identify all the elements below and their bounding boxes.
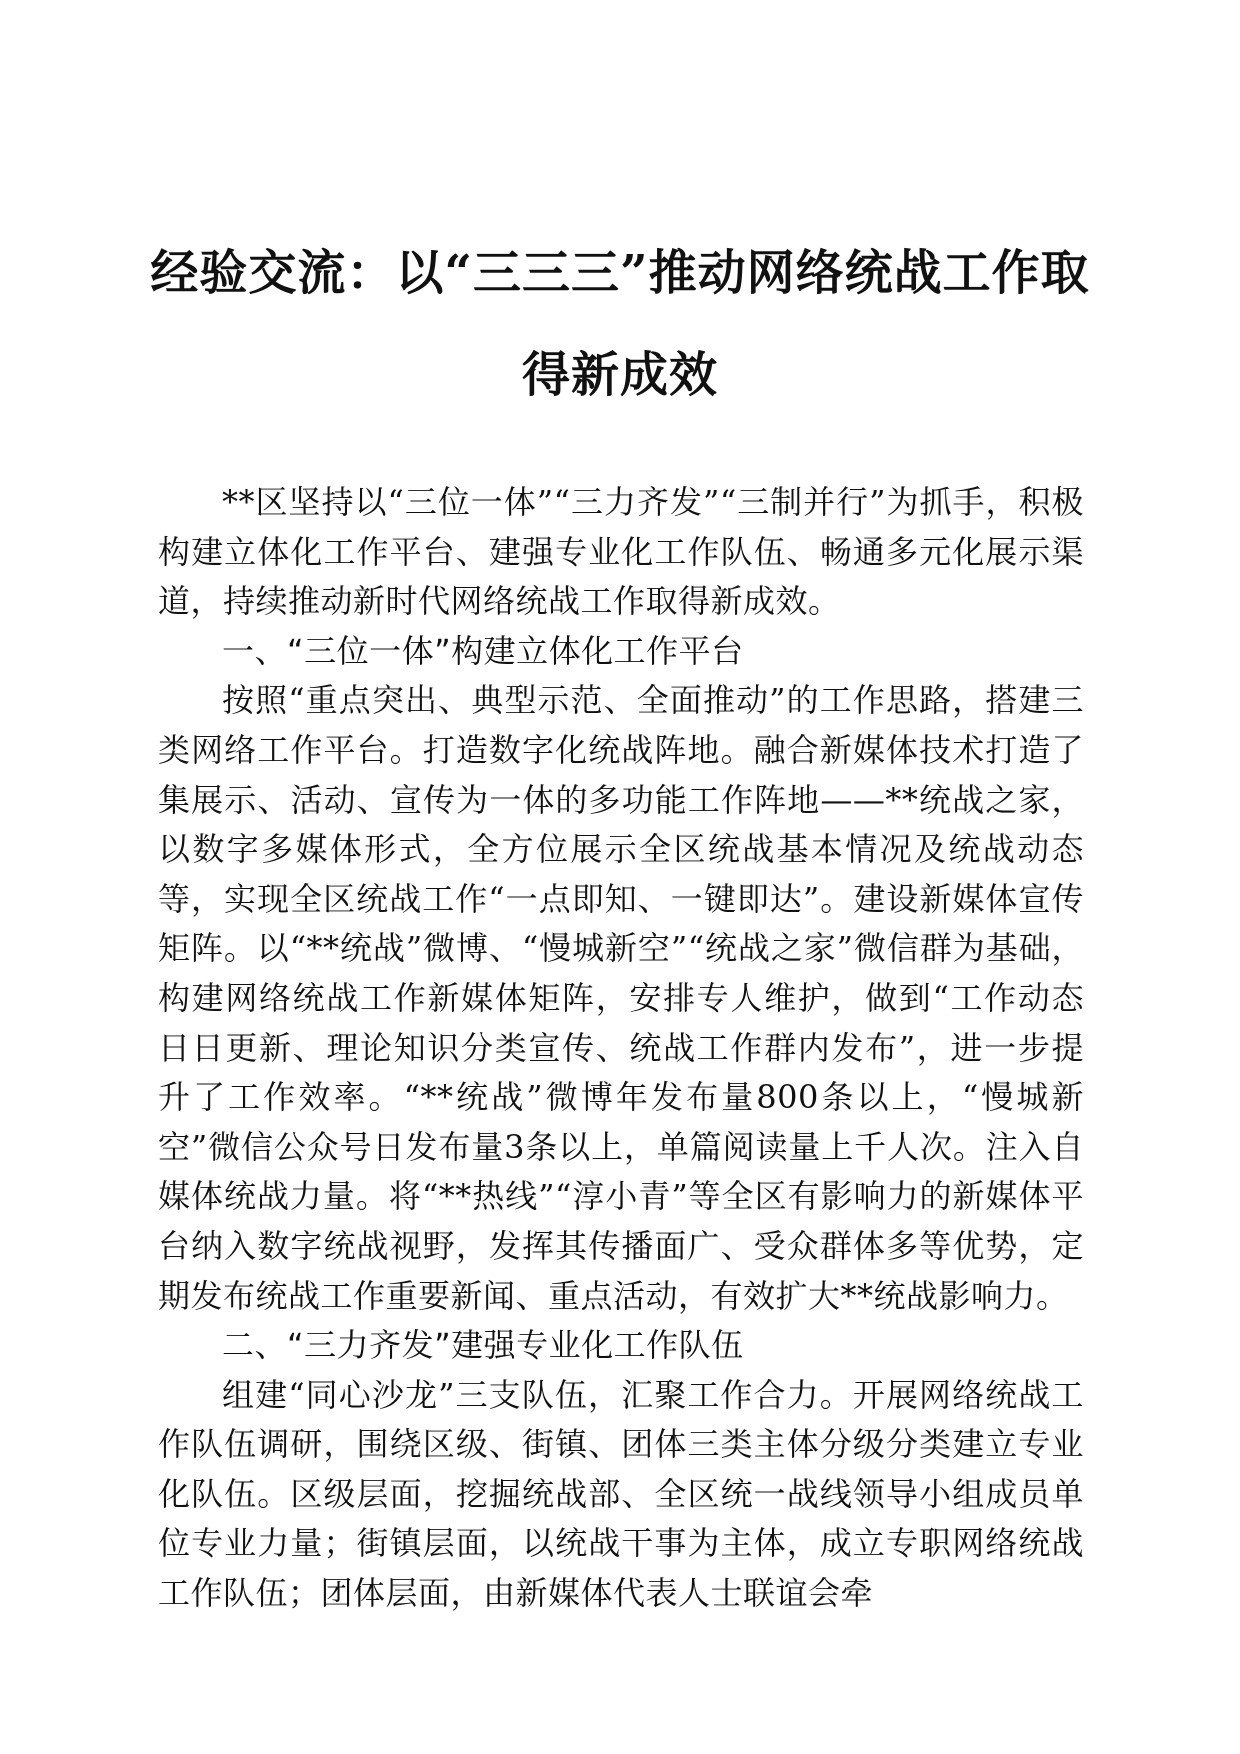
intro-paragraph: **区坚持以“三位一体”“三力齐发”“三制并行”为抓手，积极构建立体化工作平台、建强专业化工作队伍、畅通多元化展示渠道，持续推动新时代网络统战工作取得新成效。 [158, 483, 1084, 621]
document-body [158, 478, 1084, 1619]
section-2-paragraph: 组建“同心沙龙”三支队伍，汇聚工作合力。开展网络统战工作队伍调研，围绕区级、街镇、团体三类主体分级分类建立专业化队伍。区级层面，挖掘统战部、全区统一战线领导小组成员单位专业力量；街镇层面，以统战干事为主体，成立专职网络统战工作队伍；团体层面，由新媒体代表人士联谊会牵 [158, 1375, 1084, 1613]
section-1-heading: 一、“三位一体”构建立体化工作平台 [222, 631, 744, 670]
section-2-heading: 二、“三力齐发”建强专业化工作队伍 [222, 1326, 744, 1365]
document-title: 经验交流：以“三三三”推动网络统战工作取得新成效 [150, 245, 1090, 403]
section-1-paragraph: 按照“重点突出、典型示范、全面推动”的工作思路，搭建三类网络工作平台。打造数字化统战阵地。融合新媒体技术打造了集展示、活动、宣传为一体的多功能工作阵地——**统战之家，以数字多媒体形式，全方位展示全区统战基本情况及统战动态等，实现全区统战工作“一点即知、一键即达”。建设新媒体宣传矩阵。以“**统战”微博、“慢城新空”“统战之家”微信群为基础，构建网络统战工作新媒体矩阵，安排专人维护，做到“工作动态日日更新、理论知识分类宣传、统战工作群内发布”，进一步提升了工作效率。“**统战”微博年发布量800条以上，“慢城新空”微信公众号日发布量3条以上，单篇阅读量上千人次。注入自媒体统战力量。将“**热线”“淳小青”等全区有影响力的新媒体平台纳入数字统战视野，发挥其传播面广、受众群体多等优势，定期发布统战工作重要新闻、重点活动，有效扩大**统战影响力。 [158, 681, 1084, 1315]
